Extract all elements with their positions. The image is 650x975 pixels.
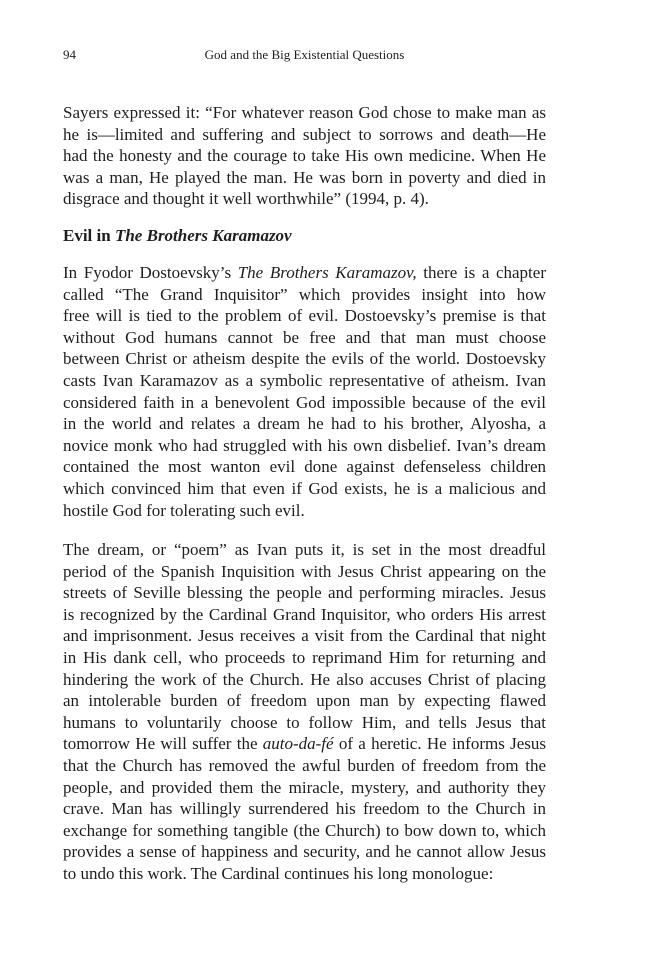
heading-book-title: The Brothers Karamazov: [114, 226, 292, 245]
text-line: hostile God for tolerating such evil.: [63, 500, 305, 520]
text-line: contained the most wanton evil done against defenseless children: [63, 457, 546, 477]
text-line: period of the Spanish Inquisition with Jesus Christ appearing on the: [63, 561, 546, 581]
text-line: humans to voluntarily choose to follow Him, and tells Jesus that: [63, 712, 546, 732]
text-line: and imprisonment. Jesus receives a visit from the Cardinal that night: [63, 626, 546, 646]
text-line: Sayers expressed it: “For whatever reason God chose to make man as: [63, 103, 546, 122]
text-line: exchange for something tangible (the Church) to bow down to, which: [63, 820, 546, 840]
text-line: was a man, He played the man. He was born in poverty and died in: [63, 167, 546, 187]
text-line: novice monk who had struggled with his own disbelief. Ivan’s dream: [63, 435, 546, 455]
paragraph-inquisition: [63, 539, 546, 885]
text-line: crave. Man has willingly surrendered his freedom to the Church in: [63, 799, 546, 819]
text-run: there is a chapter: [416, 263, 546, 282]
text-line: considered faith in a benevolent God impossible because of the evil: [63, 392, 546, 412]
text-line: The dream, or “poem” as Ivan puts it, is set in the most dreadful: [63, 540, 546, 559]
text-line: an intolerable burden of freedom upon man by expecting flawed: [63, 691, 546, 711]
heading-prefix: Evil in: [63, 226, 115, 245]
book-title-italic: The Brothers Karamazov,: [237, 263, 417, 282]
text-line: in the world and relates a dream he had to his brother, Alyosha, a: [63, 414, 546, 434]
text-run: In Fyodor Dostoevsky’s: [63, 263, 238, 282]
text-line: which convinced him that even if God exists, he is a malicious and: [63, 478, 546, 498]
latin-term-italic: auto-da-fé: [262, 734, 334, 754]
text-line: provides a sense of happiness and security, and he cannot allow Jesus: [63, 842, 546, 862]
text-run: of a heretic. He informs Jesus: [333, 734, 546, 754]
text-line: casts Ivan Karamazov as a symbolic representative of atheism. Ivan: [63, 370, 546, 390]
paragraph-sayers-quote: [63, 102, 546, 210]
text-line: is recognized by the Cardinal Grand Inquisitor, who orders His arrest: [63, 604, 546, 624]
running-head: [63, 47, 546, 67]
text-line: between Christ or atheism despite the evils of the world. Dostoevsky: [63, 349, 546, 369]
running-title: God and the Big Existential Questions: [204, 47, 405, 62]
page-number: 94: [63, 47, 76, 62]
paragraph-dostoevsky: [63, 262, 546, 521]
text-line: hindering the work of the Church. He also accuses Christ of placing: [63, 669, 546, 689]
text-line: had the honesty and the courage to take His own medicine. When He: [63, 146, 546, 166]
text-line: that the Church has removed the awful burden of freedom from the: [63, 755, 546, 775]
text-line: [63, 733, 546, 755]
text-line: to undo this work. The Cardinal continues his long monologue:: [63, 863, 494, 883]
text-line: called “The Grand Inquisitor” which provides insight into how: [63, 284, 546, 304]
text-line: disgrace and thought it well worthwhile” (1994, p. 4).: [63, 189, 429, 209]
text-line: streets of Seville blessing the people and performing miracles. Jesus: [63, 583, 546, 603]
section-heading: [63, 225, 292, 247]
text-line: without God humans cannot be free and that man must choose: [63, 327, 546, 347]
text-line: [63, 262, 546, 284]
text-line: in His dank cell, who proceeds to reprimand Him for returning and: [63, 647, 546, 667]
text-line: he is—limited and suffering and subject to sorrows and death—He: [63, 124, 546, 144]
text-line: people, and provided them the miracle, mystery, and authority they: [63, 777, 546, 797]
text-line: free will is tied to the problem of evil. Dostoevsky’s premise is that: [63, 306, 546, 326]
text-run: tomorrow He will suffer the: [63, 734, 263, 754]
